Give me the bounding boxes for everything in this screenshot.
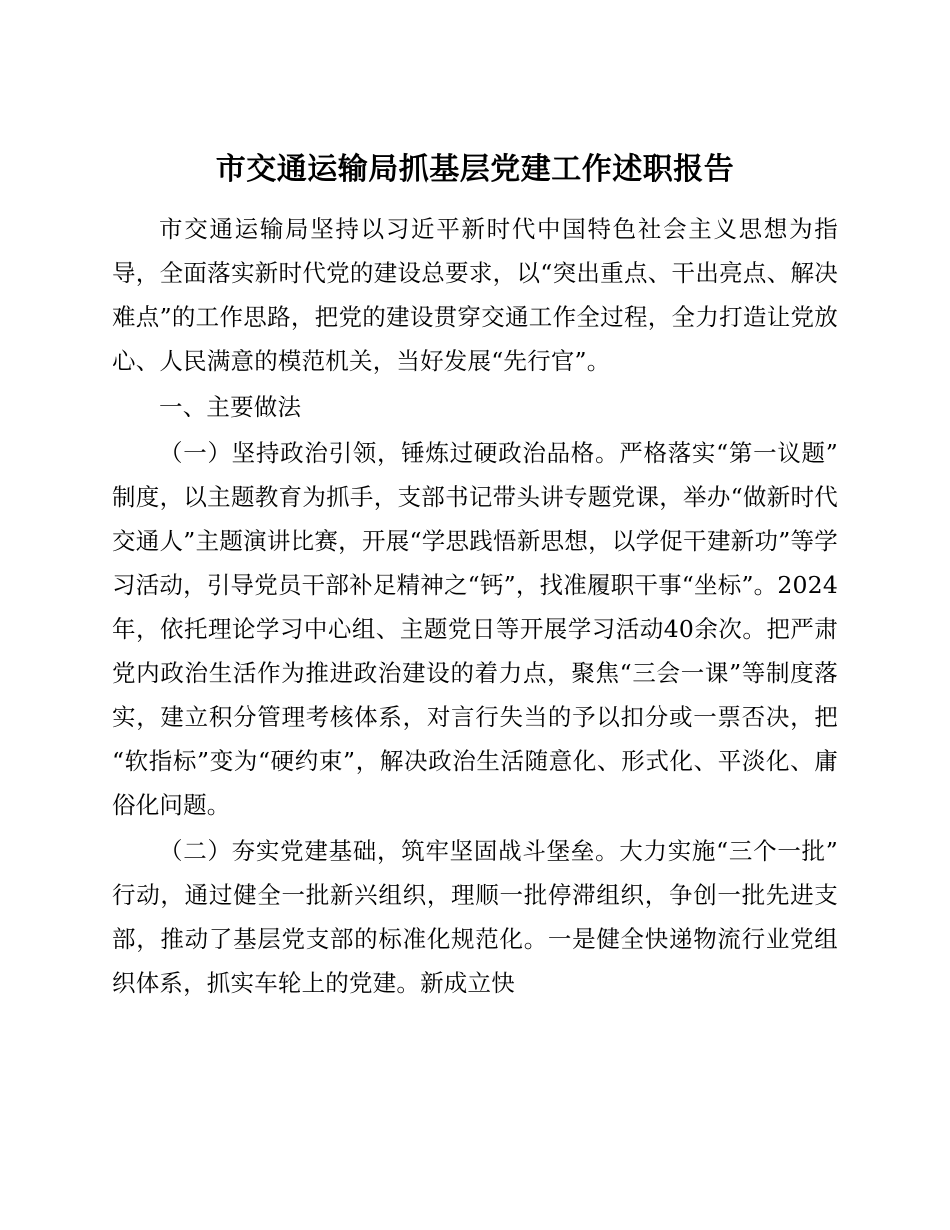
- paragraph-intro: 市交通运输局坚持以习近平新时代中国特色社会主义思想为指导，全面落实新时代党的建设总要求，以“突出重点、干出亮点、解决难点”的工作思路，把党的建设贯穿交通工作全过程，全力打造让党放心、人民满意的模范机关，当好发展“先行官”。: [112, 215, 838, 375]
- section-heading-main-practices: 一、主要做法: [159, 393, 302, 421]
- paragraph-subsection-one: （一）坚持政治引领，锤炼过硬政治品格。严格落实“第一议题”制度，以主题教育为抓手，支部书记带头讲专题党课，举办“做新时代交通人”主题演讲比赛，开展“学思践悟新思想，以学促干建新功”等学习活动，引导党员干部补足精神之“钙”，找准履职干事“坐标”。2024年，依托理论学习中心组、主题党日等开展学习活动40余次。把严肃党内政治生活作为推进政治建设的着力点，聚焦“三会一课”等制度落实，建立积分管理考核体系，对言行失当的予以扣分或一票否决，把“软指标”变为“硬约束”，解决政治生活随意化、形式化、平淡化、庸俗化问题。: [112, 439, 838, 819]
- paragraph-subsection-two: （二）夯实党建基础，筑牢坚固战斗堡垒。大力实施“三个一批”行动，通过健全一批新兴组织，理顺一批停滞组织，争创一批先进支部，推动了基层党支部的标准化规范化。一是健全快递物流行业党组织体系，抓实车轮上的党建。新成立快: [112, 837, 838, 997]
- page-title: 市交通运输局抓基层党建工作述职报告: [215, 152, 735, 187]
